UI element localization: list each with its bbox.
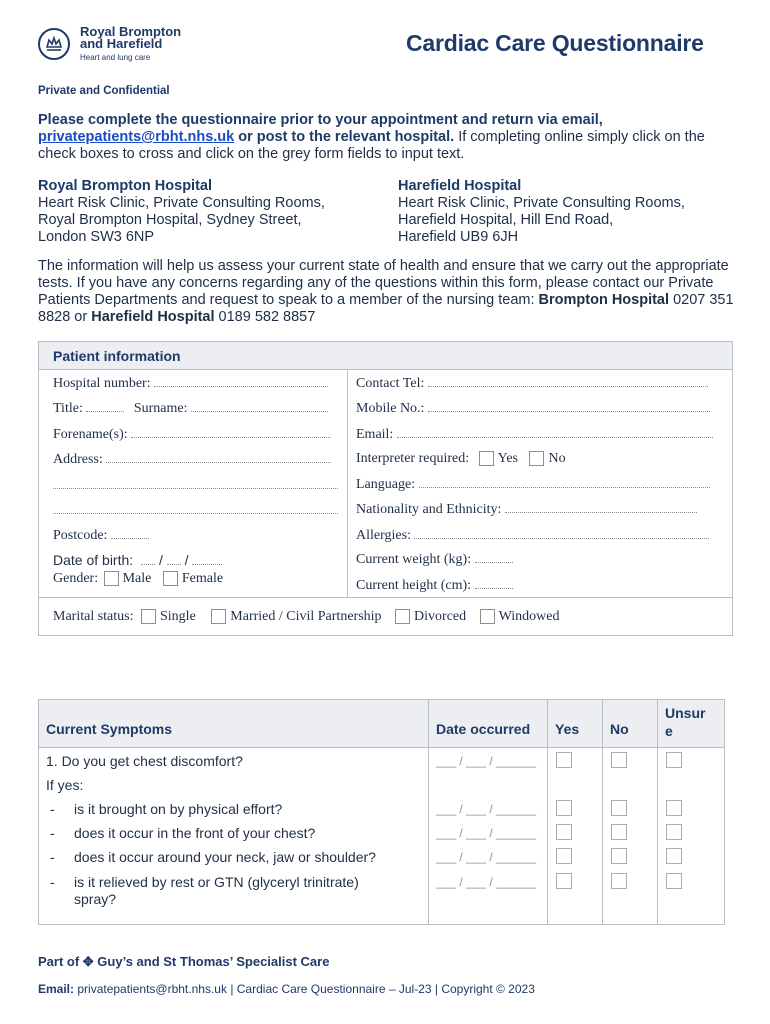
question-1: 1. Do you get chest discomfort? bbox=[46, 753, 243, 769]
marital-widowed-checkbox[interactable] bbox=[480, 609, 495, 624]
intro-bold: Please complete the questionnaire prior to your appointment and return via email, bbox=[38, 112, 603, 128]
if-yes-label: If yes: bbox=[46, 777, 84, 793]
date-separator: / bbox=[184, 552, 189, 568]
dob-field bbox=[53, 552, 222, 568]
marital-divorced-checkbox[interactable] bbox=[395, 609, 410, 624]
info-harefield-label: Harefield Hospital bbox=[91, 309, 215, 325]
contact-tel-field[interactable] bbox=[356, 376, 708, 392]
email-link[interactable]: privatepatients@rbht.nhs.uk bbox=[38, 129, 235, 145]
divider bbox=[347, 369, 348, 597]
info-text: The information will help us assess your current state of health and ensure that we carry out the appropriate tests. If you have any concerns regarding any of the questions within this form, please contact our Private Patients Departments and request to speak to a member of the nursing team: bbox=[38, 258, 729, 308]
no-checkbox[interactable] bbox=[611, 848, 627, 864]
confidential-label: Private and Confidential bbox=[38, 85, 170, 97]
surname-input[interactable] bbox=[191, 401, 328, 412]
height-field[interactable] bbox=[356, 578, 513, 594]
logo-text bbox=[80, 26, 181, 50]
yes-checkbox[interactable] bbox=[556, 824, 572, 840]
allergies-input[interactable] bbox=[414, 528, 709, 539]
dob-year-input[interactable] bbox=[192, 554, 222, 565]
interpreter-field bbox=[356, 451, 566, 467]
option-label: Male bbox=[122, 571, 152, 586]
intro-paragraph bbox=[38, 112, 738, 163]
field-label: Date of birth: bbox=[53, 552, 134, 568]
hospital-brompton bbox=[38, 178, 325, 246]
field-label: Surname: bbox=[133, 401, 188, 416]
field-label: Contact Tel: bbox=[356, 376, 425, 391]
forenames-field[interactable] bbox=[53, 427, 331, 443]
hospital-name: Royal Brompton Hospital bbox=[38, 178, 213, 194]
unsure-checkbox[interactable] bbox=[666, 800, 682, 816]
col-unsure-header bbox=[665, 704, 705, 740]
hospital-address-line: Royal Brompton Hospital, Sydney Street, bbox=[38, 212, 302, 228]
field-label: Interpreter required: bbox=[356, 451, 470, 466]
no-checkbox[interactable] bbox=[611, 873, 627, 889]
date-occurred-input[interactable]: ___ / ___ / ______ bbox=[436, 754, 537, 768]
yes-checkbox[interactable] bbox=[556, 800, 572, 816]
hospital-number-input[interactable] bbox=[154, 376, 328, 387]
field-label: Allergies: bbox=[356, 528, 411, 543]
field-label: Hospital number: bbox=[53, 376, 151, 391]
date-occurred-input[interactable]: ___ / ___ / ______ bbox=[436, 802, 537, 816]
interpreter-yes-checkbox[interactable] bbox=[479, 451, 494, 466]
field-label: Forename(s): bbox=[53, 427, 128, 442]
logo-crown-icon bbox=[38, 28, 70, 60]
divider bbox=[547, 700, 548, 924]
title-input[interactable] bbox=[86, 401, 124, 412]
footer-email-label: Email: bbox=[38, 982, 75, 996]
option-label: Yes bbox=[497, 451, 518, 466]
address-field[interactable] bbox=[53, 452, 331, 468]
bullet-dash: - bbox=[50, 801, 55, 817]
no-checkbox[interactable] bbox=[611, 752, 627, 768]
option-label: Married / Civil Partnership bbox=[230, 609, 382, 624]
field-label: Postcode: bbox=[53, 528, 108, 543]
col-date-header: Date occurred bbox=[436, 721, 531, 737]
info-harefield-phone: 0189 582 8857 bbox=[218, 309, 316, 325]
marital-single-checkbox[interactable] bbox=[141, 609, 156, 624]
divider bbox=[39, 597, 732, 598]
col-no-header: No bbox=[610, 721, 629, 737]
language-field[interactable] bbox=[356, 477, 710, 493]
col-unsure-line: e bbox=[665, 723, 673, 739]
dob-day-input[interactable] bbox=[141, 554, 155, 565]
unsure-checkbox[interactable] bbox=[666, 824, 682, 840]
nationality-input[interactable] bbox=[505, 502, 697, 513]
hospital-address-line: Heart Risk Clinic, Private Consulting Rooms, bbox=[398, 195, 685, 211]
hospital-harefield bbox=[398, 178, 685, 246]
patient-info-heading: Patient information bbox=[53, 348, 181, 364]
sub-question-4: is it relieved by rest or GTN (glyceryl trinitrate) spray? bbox=[74, 874, 359, 907]
marital-status-field bbox=[53, 609, 560, 625]
patient-info-header bbox=[39, 342, 732, 370]
intro-rest: If completing online simply click on the check boxes to cross and click on the grey form fields to input text. bbox=[38, 129, 705, 162]
divider bbox=[602, 700, 603, 924]
marital-married-checkbox[interactable] bbox=[211, 609, 226, 624]
col-unsure-line: Unsur bbox=[665, 705, 706, 721]
unsure-checkbox[interactable] bbox=[666, 848, 682, 864]
postcode-field[interactable] bbox=[53, 528, 149, 544]
weight-input[interactable] bbox=[475, 552, 513, 563]
logo-line2: and Harefield bbox=[80, 36, 163, 51]
postcode-input[interactable] bbox=[111, 528, 149, 539]
interpreter-no-checkbox[interactable] bbox=[529, 451, 544, 466]
contact-tel-input[interactable] bbox=[428, 376, 708, 387]
unsure-checkbox[interactable] bbox=[666, 752, 682, 768]
intro-bold-2: or post to the relevant hospital. bbox=[238, 129, 455, 145]
gender-female-checkbox[interactable] bbox=[163, 571, 178, 586]
page-title: Cardiac Care Questionnaire bbox=[406, 30, 704, 56]
height-input[interactable] bbox=[475, 578, 513, 589]
bullet-dash: - bbox=[50, 849, 55, 865]
divider bbox=[657, 700, 658, 924]
email-field[interactable] bbox=[356, 427, 713, 443]
date-separator: / bbox=[158, 552, 163, 568]
field-label: Gender: bbox=[53, 571, 99, 586]
option-label: No bbox=[548, 451, 566, 466]
no-checkbox[interactable] bbox=[611, 800, 627, 816]
allergies-field[interactable] bbox=[356, 528, 709, 544]
hospital-address-line: Harefield UB9 6JH bbox=[398, 229, 519, 245]
address-input-line-2[interactable] bbox=[53, 478, 338, 489]
hospital-address-line: Harefield Hospital, Hill End Road, bbox=[398, 212, 614, 228]
option-label: Single bbox=[160, 609, 196, 624]
hospital-name: Harefield Hospital bbox=[398, 178, 522, 194]
yes-checkbox[interactable] bbox=[556, 848, 572, 864]
footer-rest: | Cardiac Care Questionnaire – Jul-23 | Copyright © 2023 bbox=[230, 982, 535, 996]
bullet-dash: - bbox=[50, 874, 55, 890]
logo-line1: Royal Brompton bbox=[80, 24, 182, 39]
date-occurred-input[interactable]: ___ / ___ / ______ bbox=[436, 850, 537, 864]
option-label: Windowed bbox=[498, 609, 560, 624]
language-input[interactable] bbox=[419, 477, 710, 488]
gender-field bbox=[53, 571, 223, 587]
mobile-input[interactable] bbox=[428, 401, 710, 412]
hospital-address-line: London SW3 6NP bbox=[38, 229, 155, 245]
footer-part-of: Part of ✥ Guy’s and St Thomas’ Specialist Care bbox=[38, 954, 330, 969]
address-input-line-3[interactable] bbox=[53, 503, 338, 514]
option-label: Divorced bbox=[414, 609, 467, 624]
info-or: or bbox=[74, 309, 88, 325]
field-label: Nationality and Ethnicity: bbox=[356, 502, 502, 517]
info-brompton-phone: 0207 351 8828 bbox=[38, 292, 734, 325]
address-input[interactable] bbox=[106, 452, 331, 463]
hospital-number-field[interactable] bbox=[53, 376, 328, 392]
forenames-input[interactable] bbox=[131, 427, 331, 438]
field-label: Mobile No.: bbox=[356, 401, 425, 416]
field-label: Language: bbox=[356, 477, 416, 492]
info-brompton-label: Brompton Hospital bbox=[538, 292, 670, 308]
sub-question-1: is it brought on by physical effort? bbox=[74, 801, 283, 817]
field-label: Email: bbox=[356, 427, 394, 442]
unsure-checkbox[interactable] bbox=[666, 873, 682, 889]
field-label: Marital status: bbox=[53, 609, 134, 624]
yes-checkbox[interactable] bbox=[556, 873, 572, 889]
footer-line bbox=[38, 982, 535, 996]
sub-question-3: does it occur around your neck, jaw or shoulder? bbox=[74, 849, 376, 865]
yes-checkbox[interactable] bbox=[556, 752, 572, 768]
sub-question-2: does it occur in the front of your chest? bbox=[74, 825, 316, 841]
option-label: Female bbox=[181, 571, 224, 586]
email-input[interactable] bbox=[397, 427, 713, 438]
field-label: Address: bbox=[53, 452, 103, 467]
weight-field[interactable] bbox=[356, 552, 513, 568]
field-label: Current height (cm): bbox=[356, 578, 472, 593]
nationality-field[interactable] bbox=[356, 502, 697, 518]
dob-month-input[interactable] bbox=[167, 554, 181, 565]
title-surname-row bbox=[53, 401, 328, 417]
gender-male-checkbox[interactable] bbox=[104, 571, 119, 586]
mobile-field[interactable] bbox=[356, 401, 710, 417]
hospital-address-line: Heart Risk Clinic, Private Consulting Rooms, bbox=[38, 195, 325, 211]
no-checkbox[interactable] bbox=[611, 824, 627, 840]
bullet-dash: - bbox=[50, 825, 55, 841]
logo-tagline: Heart and lung care bbox=[80, 53, 151, 62]
field-label: Title: bbox=[53, 401, 83, 416]
col-yes-header: Yes bbox=[555, 721, 580, 737]
field-label: Current weight (kg): bbox=[356, 552, 472, 567]
info-paragraph bbox=[38, 258, 738, 326]
date-occurred-input[interactable]: ___ / ___ / ______ bbox=[436, 875, 537, 889]
date-occurred-input[interactable]: ___ / ___ / ______ bbox=[436, 826, 537, 840]
divider bbox=[428, 700, 429, 924]
symptoms-heading: Current Symptoms bbox=[46, 721, 173, 737]
footer-email[interactable]: privatepatients@rbht.nhs.uk bbox=[77, 982, 227, 996]
